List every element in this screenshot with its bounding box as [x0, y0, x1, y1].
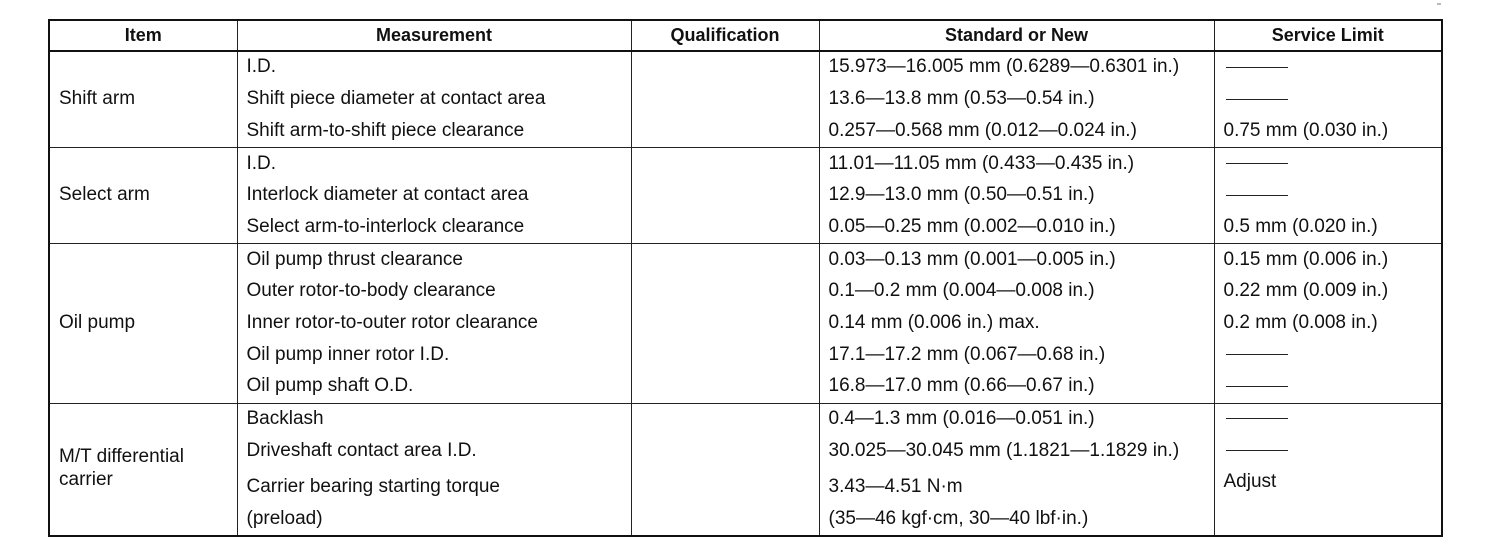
service-limit-cell: [1214, 180, 1442, 212]
no-limit-dash: [1226, 99, 1288, 100]
measurement-cell: [237, 339, 631, 371]
item-label: Shift arm: [59, 88, 136, 110]
qualification-cell: [631, 51, 819, 84]
measurement-text: Oil pump inner rotor I.D.: [246, 343, 450, 365]
measurement-cell: [237, 403, 631, 435]
service-limit-cell: 0.22 mm (0.009 in.): [1214, 276, 1442, 308]
qualification-cell: [631, 84, 819, 116]
table-row: [49, 339, 1442, 371]
qualification-cell: [631, 403, 819, 435]
service-limit-cell: [1214, 51, 1442, 84]
standard-cell: [819, 115, 1214, 147]
measurement-cell: [237, 51, 631, 84]
header-qualification: Qualification: [631, 20, 819, 51]
standard-cell: [819, 308, 1214, 340]
qualification-cell: [631, 339, 819, 371]
measurement-cell: [237, 115, 631, 147]
standard-cell: [819, 403, 1214, 435]
standard-cell: [819, 180, 1214, 212]
standard-text: 16.8—17.0 mm (0.66—0.67 in.): [828, 375, 1095, 397]
table-row: [49, 84, 1442, 116]
standard-text: 30.025—30.045 mm (1.1821—1.1829 in.): [828, 439, 1180, 461]
service-limit-cell: 0.75 mm (0.030 in.): [1214, 115, 1442, 147]
measurement-cell: [237, 244, 631, 276]
item-cell: [49, 51, 237, 148]
table-row: [49, 51, 1442, 84]
qualification-cell: [631, 467, 819, 536]
header-standard: Standard or New: [819, 20, 1214, 51]
item-label: Select arm: [59, 184, 150, 206]
service-limit-cell: [1214, 339, 1442, 371]
item-cell: [49, 403, 237, 536]
standard-cell: [819, 148, 1214, 180]
header-measurement: Measurement: [237, 20, 631, 51]
item-label: Oil pump: [59, 311, 136, 333]
table-row: [49, 115, 1442, 147]
measurement-cell: [237, 308, 631, 340]
table-row: [49, 435, 1442, 467]
qualification-cell: [631, 435, 819, 467]
service-limit-cell: 0.5 mm (0.020 in.): [1214, 211, 1442, 243]
qualification-cell: [631, 211, 819, 243]
measurement-cell: [237, 148, 631, 180]
standard-text: 13.6—13.8 mm (0.53—0.54 in.): [828, 88, 1095, 110]
standard-cell: [819, 84, 1214, 116]
standard-text: 0.257—0.568 mm (0.012—0.024 in.): [828, 119, 1137, 141]
measurement-text: Driveshaft contact area I.D.: [246, 439, 477, 461]
table-row: [49, 371, 1442, 403]
header-row: [49, 20, 1442, 51]
measurement-cell: [237, 84, 631, 116]
qualification-cell: [631, 308, 819, 340]
standard-text: 11.01—11.05 mm (0.433—0.435 in.): [828, 152, 1135, 174]
standard-cell: [819, 51, 1214, 84]
standard-cell: [819, 371, 1214, 403]
table-row: [49, 148, 1442, 180]
no-limit-dash: [1226, 386, 1288, 387]
measurement-text: Outer rotor-to-body clearance: [246, 280, 496, 302]
qualification-cell: [631, 148, 819, 180]
standard-cell: [819, 435, 1214, 467]
measurement-text: Shift piece diameter at contact area: [246, 88, 546, 110]
item-label: M/T differential: [59, 446, 184, 468]
measurement-cell: [237, 435, 631, 467]
service-limit-cell: [1214, 403, 1442, 435]
service-limit-cell: [1214, 84, 1442, 116]
item-cell: [49, 244, 237, 403]
qualification-cell: [631, 115, 819, 147]
standard-text: 0.4—1.3 mm (0.016—0.051 in.): [828, 408, 1095, 429]
no-limit-dash: [1226, 354, 1288, 355]
standard-cell: [819, 276, 1214, 308]
table-row: [49, 244, 1442, 276]
standard-text: 3.43—4.51 N·m: [828, 475, 963, 497]
no-limit-dash: [1226, 67, 1288, 68]
header-item: Item: [49, 20, 237, 51]
no-limit-dash: [1226, 195, 1288, 196]
standard-cell: [819, 467, 1214, 536]
table-row: [49, 308, 1442, 340]
measurement-cell: [237, 180, 631, 212]
measurement-text: Backlash: [246, 408, 324, 429]
table-row: [49, 211, 1442, 243]
qualification-cell: [631, 244, 819, 276]
measurement-text: Carrier bearing starting torque: [246, 475, 500, 497]
service-limit-cell: [1214, 148, 1442, 180]
no-limit-dash: [1226, 450, 1288, 451]
header-service-limit: Service Limit: [1214, 20, 1442, 51]
measurement-text: Oil pump thrust clearance: [246, 248, 463, 270]
no-limit-dash: [1226, 163, 1288, 164]
standard-text: 12.9—13.0 mm (0.50—0.51 in.): [828, 184, 1095, 206]
measurement-cell: [237, 371, 631, 403]
service-limit-cell: Adjust: [1214, 467, 1442, 536]
standard-text: 0.05—0.25 mm (0.002—0.010 in.): [828, 215, 1116, 237]
standard-text: 0.03—0.13 mm (0.001—0.005 in.): [828, 248, 1116, 270]
scan-speck: [1437, 3, 1441, 5]
service-limit-cell: [1214, 371, 1442, 403]
table-body: [49, 51, 1442, 536]
measurement-text: Interlock diameter at contact area: [246, 184, 529, 206]
measurement-text: (preload): [246, 507, 323, 529]
standard-text: 17.1—17.2 mm (0.067—0.68 in.): [828, 343, 1106, 365]
measurement-text: I.D.: [246, 56, 277, 78]
qualification-cell: [631, 180, 819, 212]
standard-cell: [819, 339, 1214, 371]
measurement-text: Select arm-to-interlock clearance: [246, 215, 525, 237]
table-row: [49, 467, 1442, 536]
service-limit-cell: 0.2 mm (0.008 in.): [1214, 308, 1442, 340]
table-row: [49, 276, 1442, 308]
table-row: [49, 180, 1442, 212]
qualification-cell: [631, 371, 819, 403]
qualification-cell: [631, 276, 819, 308]
standard-cell: [819, 211, 1214, 243]
measurement-cell: [237, 276, 631, 308]
standard-text: (35—46 kgf·cm, 30—40 lbf·in.): [828, 507, 1089, 529]
service-limit-cell: [1214, 435, 1442, 467]
standard-text: 0.1—0.2 mm (0.004—0.008 in.): [828, 280, 1095, 302]
measurement-cell: [237, 467, 631, 536]
item-cell: [49, 148, 237, 244]
measurement-text: Oil pump shaft O.D.: [246, 375, 414, 397]
measurement-cell: [237, 211, 631, 243]
item-label: carrier: [59, 469, 113, 491]
standard-text: 15.973—16.005 mm (0.6289—0.6301 in.): [828, 56, 1180, 78]
measurement-text: I.D.: [246, 152, 277, 174]
service-limit-cell: 0.15 mm (0.006 in.): [1214, 244, 1442, 276]
specification-table: [48, 19, 1443, 537]
measurement-text: Shift arm-to-shift piece clearance: [246, 119, 525, 141]
standard-text: 0.14 mm (0.006 in.) max.: [828, 311, 1040, 333]
table-row: [49, 403, 1442, 435]
no-limit-dash: [1226, 418, 1288, 419]
measurement-text: Inner rotor-to-outer rotor clearance: [246, 311, 538, 333]
standard-cell: [819, 244, 1214, 276]
